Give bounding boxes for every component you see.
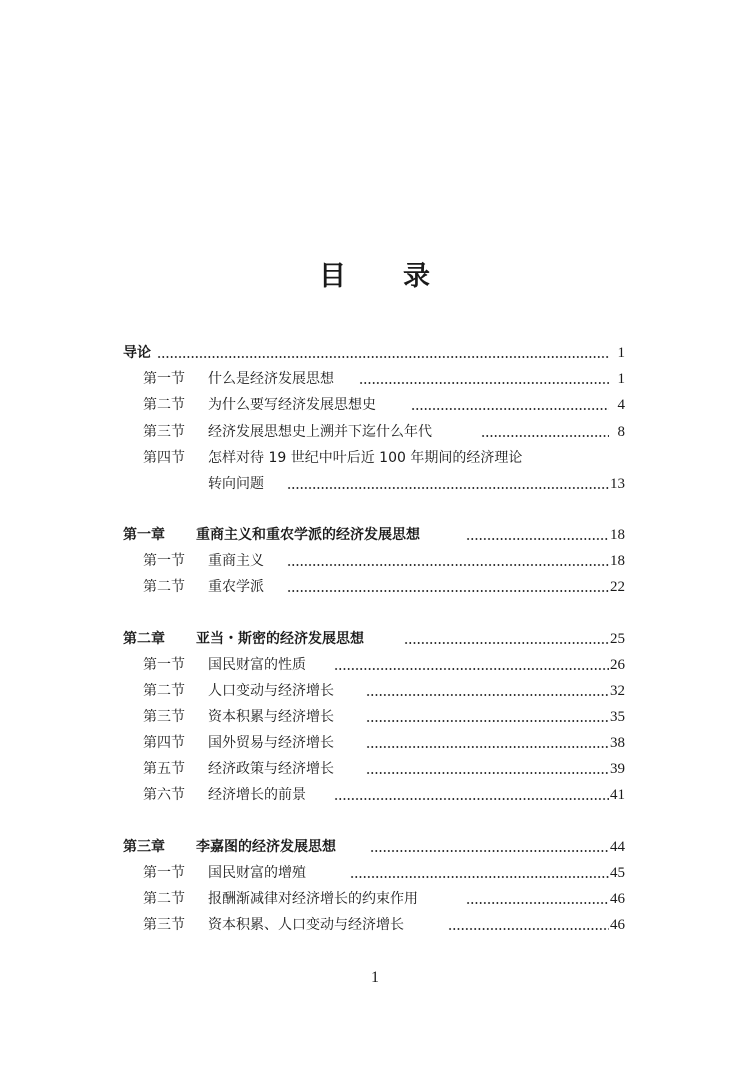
section-label: 第二节 (143, 891, 185, 907)
page-number: 32 (610, 683, 625, 699)
toc-title-char-1: 目 (319, 261, 346, 292)
leader-dots (359, 382, 609, 384)
page-number: 41 (610, 787, 625, 803)
section-title: 人口变动与经济增长 (208, 683, 334, 699)
toc-entry-chapter[interactable] (0, 627, 750, 651)
section-label: 第二节 (143, 683, 185, 699)
section-label: 第三节 (143, 917, 185, 933)
chapter-title: 重商主义和重农学派的经济发展思想 (196, 527, 420, 543)
section-title: 为什么要写经济发展思想史 (208, 397, 376, 413)
page-number: 18 (610, 527, 625, 543)
chapter-label: 第一章 (123, 527, 165, 543)
section-label: 第一节 (143, 371, 185, 387)
page-number: 1 (617, 345, 625, 361)
leader-dots (370, 850, 609, 852)
section-title: 资本积累与经济增长 (208, 709, 334, 725)
section-label: 第一节 (143, 657, 185, 673)
page-number: 39 (610, 761, 625, 777)
leader-dots (481, 435, 609, 437)
toc-entry-section[interactable] (0, 367, 750, 391)
leader-dots (287, 590, 609, 592)
toc-entry-section[interactable] (0, 913, 750, 937)
leader-dots (334, 668, 609, 670)
section-title: 国民财富的增殖 (208, 865, 306, 881)
section-label: 第六节 (143, 787, 185, 803)
section-label: 第二节 (143, 397, 185, 413)
section-title: 经济增长的前景 (208, 787, 306, 803)
page-number: 44 (610, 839, 625, 855)
page-number: 46 (610, 917, 625, 933)
leader-dots (334, 798, 609, 800)
chapter-title: 导论 (123, 345, 151, 361)
section-title: 经济发展思想史上溯并下迄什么年代 (208, 424, 432, 440)
leader-dots (466, 902, 609, 904)
leader-dots (404, 642, 609, 644)
chapter-title: 亚当・斯密的经济发展思想 (196, 631, 364, 647)
leader-dots (366, 772, 609, 774)
section-title: 什么是经济发展思想 (208, 371, 334, 387)
section-title: 资本积累、人口变动与经济增长 (208, 917, 404, 933)
section-title: 国民财富的性质 (208, 657, 306, 673)
section-label: 第四节 (143, 735, 185, 751)
page-number: 1 (617, 371, 625, 387)
section-label: 第二节 (143, 579, 185, 595)
footer-page-number: 1 (371, 969, 379, 986)
leader-dots (287, 564, 609, 566)
leader-dots (448, 928, 609, 930)
leader-dots (366, 720, 609, 722)
section-label: 第四节 (143, 450, 185, 466)
toc-entry-section[interactable] (0, 731, 750, 755)
page-number: 26 (610, 657, 625, 673)
toc-entry-section[interactable] (0, 783, 750, 807)
toc-entry-chapter[interactable] (0, 835, 750, 859)
section-title: 经济政策与经济增长 (208, 761, 334, 777)
chapter-label: 第三章 (123, 839, 165, 855)
page-number: 18 (610, 553, 625, 569)
page-number: 8 (617, 424, 625, 440)
page-number: 46 (610, 891, 625, 907)
leader-dots (411, 408, 609, 410)
toc-entry-intro[interactable] (0, 341, 750, 365)
leader-dots (350, 876, 609, 878)
page-number: 35 (610, 709, 625, 725)
section-label: 第三节 (143, 709, 185, 725)
leader-dots (287, 487, 609, 489)
section-label: 第一节 (143, 553, 185, 569)
section-title: 报酬渐减律对经济增长的约束作用 (208, 891, 418, 907)
leader-dots (366, 746, 609, 748)
leader-dots (366, 694, 609, 696)
toc-entry-section[interactable] (0, 420, 750, 444)
toc-entry-section[interactable] (0, 861, 750, 885)
page-number: 38 (610, 735, 625, 751)
chapter-label: 第二章 (123, 631, 165, 647)
toc-entry-section[interactable] (0, 446, 750, 470)
toc-title-char-2: 录 (403, 261, 430, 292)
toc-entry-section[interactable] (0, 549, 750, 573)
toc-entry-section-continued[interactable] (0, 472, 750, 496)
section-title: 怎样对待 19 世纪中叶后近 100 年期间的经济理论 (208, 450, 523, 466)
section-title: 重商主义 (208, 553, 264, 569)
page-number: 4 (617, 397, 625, 413)
section-label: 第五节 (143, 761, 185, 777)
page-number: 13 (610, 476, 625, 492)
page-number: 22 (610, 579, 625, 595)
toc-entry-section[interactable] (0, 575, 750, 599)
toc-entry-chapter[interactable] (0, 523, 750, 547)
page-number: 45 (610, 865, 625, 881)
leader-dots (466, 538, 609, 540)
chapter-title: 李嘉图的经济发展思想 (196, 839, 336, 855)
section-label: 第一节 (143, 865, 185, 881)
toc-entry-section[interactable] (0, 757, 750, 781)
toc-entry-section[interactable] (0, 653, 750, 677)
toc-entry-section[interactable] (0, 887, 750, 911)
section-title: 国外贸易与经济增长 (208, 735, 334, 751)
leader-dots (157, 356, 609, 358)
toc-entry-section[interactable] (0, 705, 750, 729)
section-title-continued: 转向问题 (208, 476, 264, 492)
section-label: 第三节 (143, 424, 185, 440)
section-title: 重农学派 (208, 579, 264, 595)
toc-entry-section[interactable] (0, 393, 750, 417)
toc-entry-section[interactable] (0, 679, 750, 703)
page-number: 25 (610, 631, 625, 647)
toc-title (0, 252, 750, 302)
